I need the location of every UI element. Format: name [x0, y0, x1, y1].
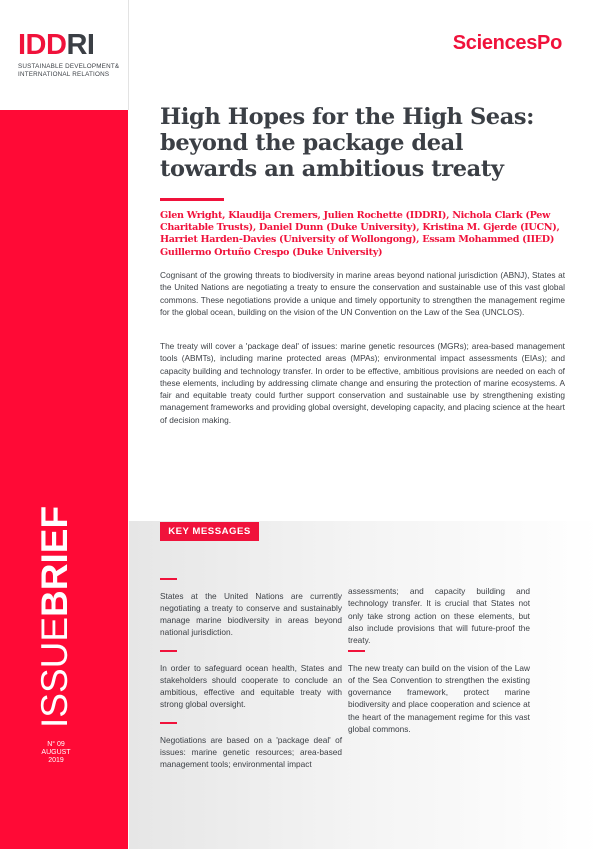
- series-bold-text: BRIEF: [34, 505, 75, 617]
- iddri-tagline: [18, 63, 119, 79]
- author-list: Glen Wright, Klaudija Cremers, Julien Rochette (IDDRI), Nichola Clark (Pew Charitable Trusts), Daniel Dunn (Duke University), Kristina M. Gjerde (IUCN), Harriet Harden-Davies (University of Wollongong), Essam Mohammed (IIED) Guillermo Ortuño Crespo (Duke University): [160, 210, 560, 258]
- intro-paragraph-2: The treaty will cover a 'package deal' of issues: marine genetic resources (MGRs); area-based management tools (ABMTs), including marine protected areas (MPAs); environmental impact assessments (EIAs); and capacity building and technology transfer. In order to be effective, ambitious provisions are needed on each of these elements, including by addressing climate change and ensuring the protection of marine ecosystems. A fair and equitable treaty could further support conservation and sustainable use by strengthening existing management frameworks and providing global oversight, developing capacity, and placing science at the heart of decision making.: [160, 341, 565, 425]
- issue-year: 2019: [48, 757, 64, 764]
- series-light-text: ISSUE: [34, 616, 75, 728]
- title-underline: [160, 198, 224, 201]
- iddri-logo-mark: [18, 30, 119, 60]
- key-message-item: [160, 722, 342, 770]
- key-message-item: [348, 650, 530, 735]
- key-message-text: States at the United Nations are currently negotiating a treaty to conserve and sustainably manage marine biodiversity in areas beyond national jurisdiction.: [160, 590, 342, 638]
- iddri-logo: [18, 30, 119, 79]
- sciencespo-logo: SciencesPo: [452, 32, 562, 54]
- iddri-logo-mark-dark: RI: [66, 29, 95, 61]
- key-message-item-continued: [348, 585, 530, 646]
- key-message-text: The new treaty can build on the vision of the Law of the Sea Convention to strengthen the existing governance framework, protect marine biodiversity and place cooperation and science at the heart of the management regime for this vast global commons.: [348, 662, 530, 734]
- key-message-item: [160, 650, 342, 711]
- intro-paragraph-1: Cognisant of the growing threats to biodiversity in marine areas beyond national jurisdiction (ABNJ), States at the United Nations are negotiating a treaty to ensure the conservation and sustainable use of this vast global commons. These negotiations provide a unique and timely opportunity to strengthen the management regime for the global ocean, building on the vision of the UN Convention on the Law of the Sea (UNCLOS).: [160, 270, 565, 317]
- key-message-rule: [160, 650, 177, 652]
- key-message-rule: [348, 650, 365, 652]
- key-message-text: Negotiations are based on a 'package deal' of issues: marine genetic resources; area-based management tools; environmental impact: [160, 734, 342, 770]
- document-title: High Hopes for the High Seas: beyond the package deal towards an ambitious treaty: [160, 104, 535, 182]
- key-message-rule: [160, 722, 177, 724]
- key-message-text: assessments; and capacity building and technology transfer. It is crucial that States not only take strong action on these elements, but also include provisions that will future-proof the treaty.: [348, 586, 530, 646]
- issue-brief-label: [34, 505, 75, 728]
- iddri-tagline-line2: INTERNATIONAL RELATIONS: [18, 71, 110, 78]
- issue-meta: [36, 741, 76, 765]
- key-message-item: [160, 578, 342, 639]
- issue-number: N° 09: [47, 741, 65, 748]
- issue-month: AUGUST: [41, 749, 71, 756]
- key-messages-label: KEY MESSAGES: [160, 522, 259, 541]
- key-message-text: In order to safeguard ocean health, States and stakeholders should cooperate to conclude an ambitious, effective and equitable treaty with strong global oversight.: [160, 662, 342, 710]
- iddri-logo-mark-red: IDD: [18, 29, 67, 61]
- key-message-rule: [160, 578, 177, 580]
- header-divider: [128, 0, 129, 110]
- iddri-tagline-line1: SUSTAINABLE DEVELOPMENT&: [18, 63, 120, 70]
- red-sidebar: [0, 110, 128, 849]
